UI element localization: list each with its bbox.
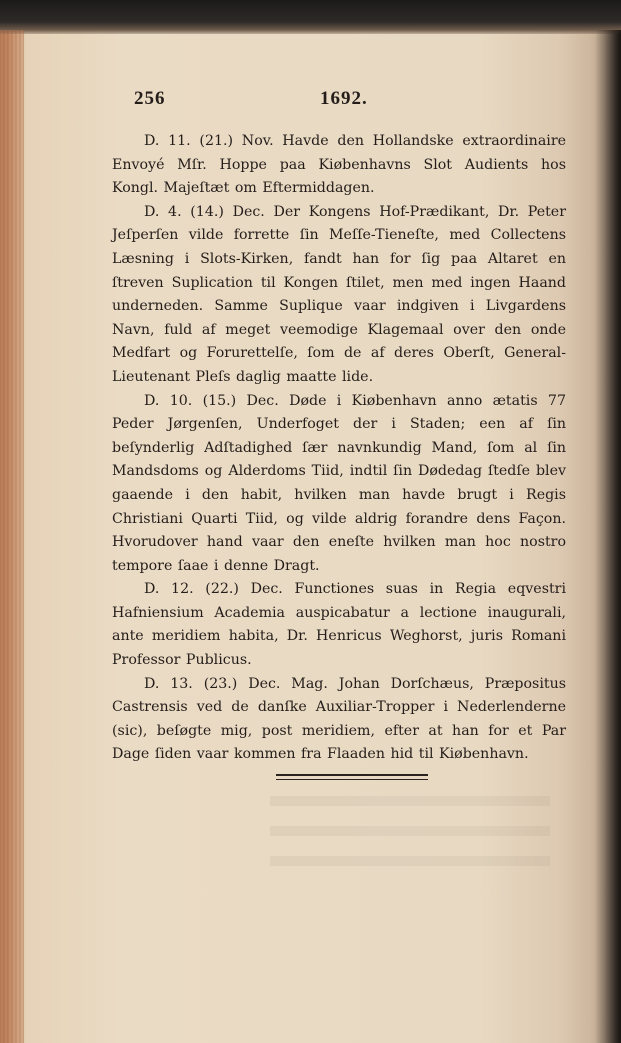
- binding-shadow: [595, 30, 621, 1043]
- bleed-through-text: [270, 826, 550, 836]
- page-stack-edge: [0, 30, 24, 1043]
- diary-entry: D. 11. (21.) Nov. Havde den Hollandske extraordinaire Envoyé Mſr. Hoppe paa Kiøbenhavns Slot Audients hos Kongl. Majeſtæt om Eftermiddagen.: [112, 133, 566, 197]
- bleed-through-text: [270, 856, 550, 866]
- diary-entry: D. 13. (23.) Dec. Mag. Johan Dorſchæus, Præpositus Castrensis ved de danſke Auxiliar-Tropper i Nederlenderne (sic), beſøgte mig, post meridiem, efter at han for et Par Dage ſiden vaar kommen fra Flaaden hid til Kiøbenhavn.: [112, 675, 566, 763]
- running-head-year: 1692.: [320, 88, 368, 109]
- page-content: [112, 88, 566, 767]
- running-head: [112, 88, 566, 114]
- page-number: 256: [134, 88, 166, 109]
- diary-entry: D. 4. (14.) Dec. Der Kongens Hof-Prædikant, Dr. Peter Jeſperſen vilde forrette ſin Meſſe-Tieneſte, med Collectens Læsning i Slots-Kirken, fandt han for ſig paa Altaret en ſtreven Suplication til Kongen ſtilet, men med ingen Haand underneden. Samme Suplique vaar indgiven i Livgardens Navn, fuld af meget veemodige Klagemaal over den onde Medfart og Forurettelſe, ſom de af deres Oberſt, General-Lieutenant Pleſs daglig maatte lide.: [112, 203, 566, 385]
- diary-entry: D. 12. (22.) Dec. Functiones suas in Regia eqvestri Hafniensium Academia auspicabatur a lectione inaugurali, ante meridiem habita, Dr. Henricus Weghorst, juris Romani Professor Publicus.: [112, 581, 566, 669]
- closing-rule: [276, 774, 428, 780]
- scan-top-edge: [0, 0, 621, 34]
- diary-entries: [112, 130, 566, 767]
- diary-entry: D. 10. (15.) Dec. Døde i Kiøbenhavn anno ætatis 77 Peder Jørgenſen, Underfoget der i Staden; een af ſin beſynderlig Adſtadighed ſær navnkundig Mand, ſom al ſin Mandsdoms og Alderdoms Tiid, indtil ſin Dødedag ſtedſe blev gaaende i den habit, hvilken man havde brugt i Regis Christiani Quarti Tiid, og vilde aldrig forandre dens Façon. Hvorudover hand vaar den eneſte hvilken man hoc nostro tempore ſaae i denne Dragt.: [112, 392, 566, 574]
- bleed-through-text: [270, 796, 550, 806]
